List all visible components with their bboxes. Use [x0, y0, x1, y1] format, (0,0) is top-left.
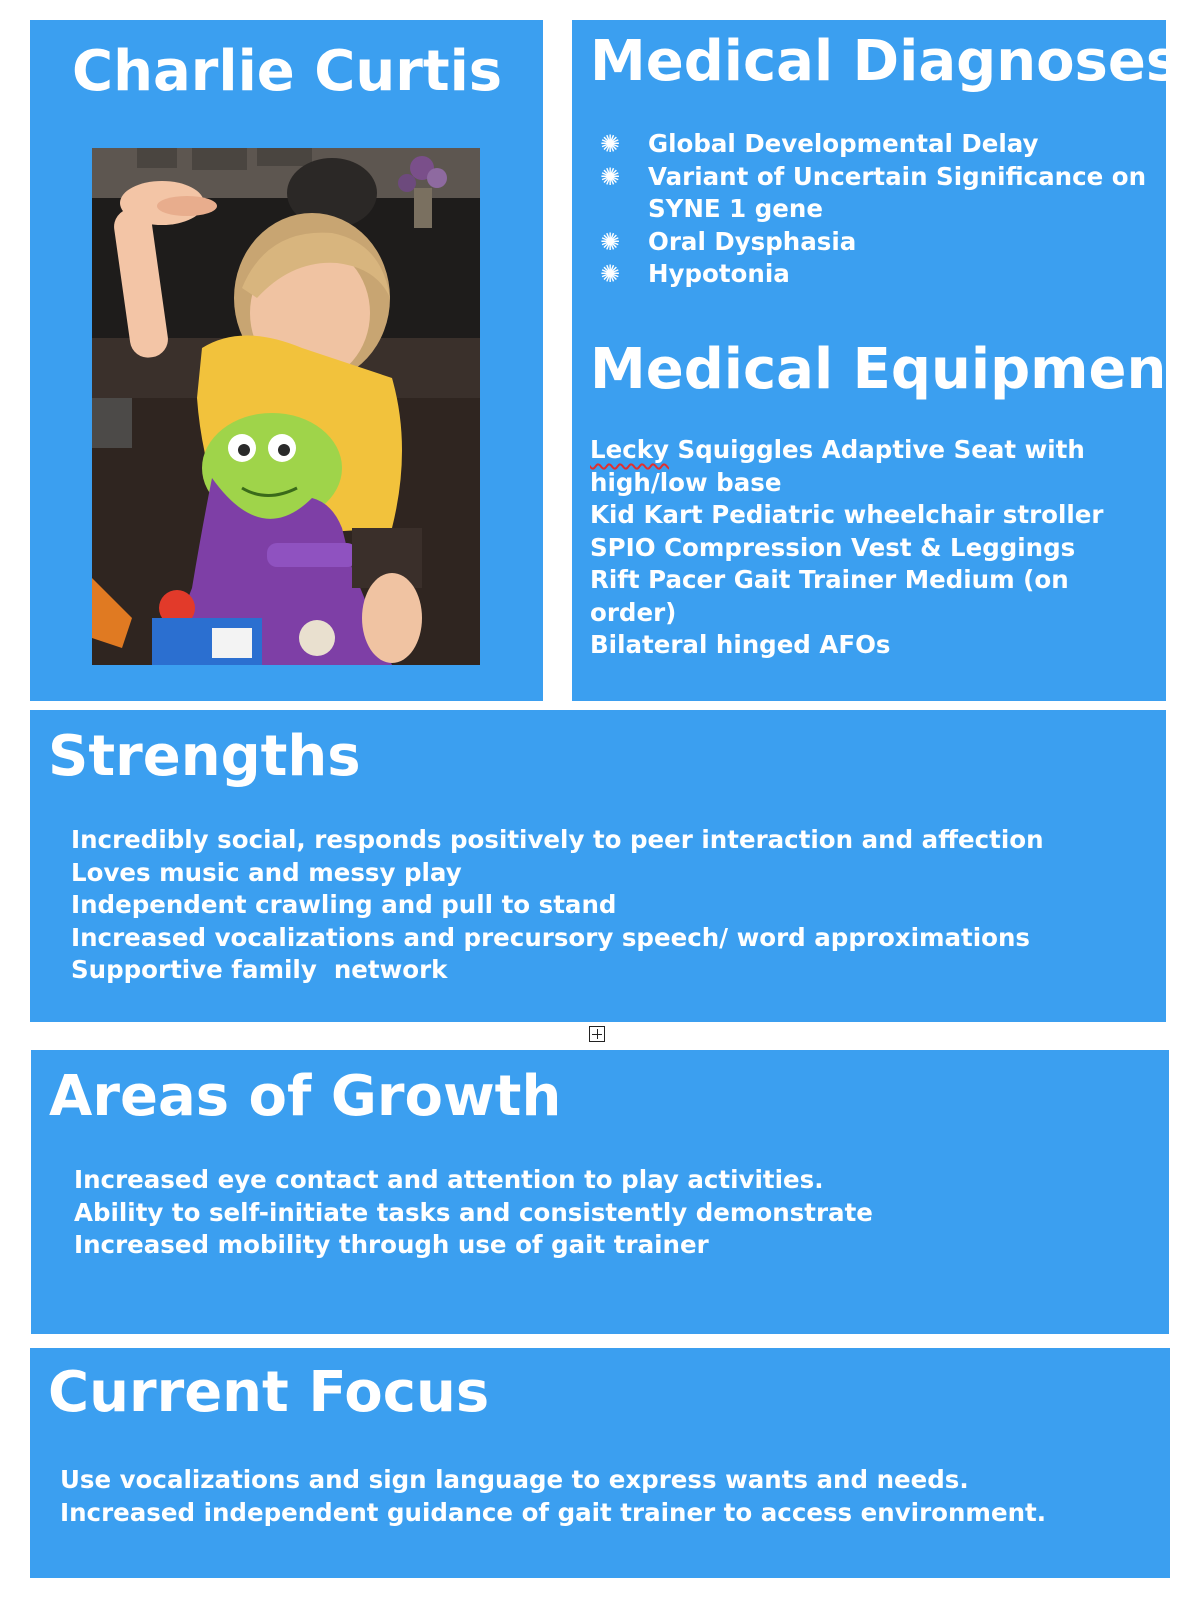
focus-title: Current Focus — [48, 1360, 490, 1425]
equipment-line: Rift Pacer Gait Trainer Medium (on — [590, 565, 1069, 594]
equipment-list — [590, 434, 1104, 662]
spellcheck-word: Lecky — [590, 435, 670, 464]
growth-list — [74, 1164, 873, 1262]
profile-name: Charlie Curtis — [72, 39, 503, 104]
strengths-panel — [30, 710, 1166, 1022]
equipment-line: Bilateral hinged AFOs — [590, 630, 891, 659]
diagnoses-title: Medical Diagnoses — [590, 29, 1180, 94]
profile-photo — [92, 148, 480, 665]
diagnosis-item: ✺ Oral Dysphasia — [600, 226, 1146, 259]
asterisk-bullet-icon: ✺ — [600, 130, 621, 158]
diagnosis-item: ✺ Variant of Uncertain Significance on SYNE 1 gene — [600, 161, 1147, 223]
diagnosis-item: ✺ Global Developmental Delay — [600, 128, 1146, 161]
focus-line: Use vocalizations and sign language to express wants and needs. — [60, 1465, 969, 1494]
asterisk-bullet-icon: ✺ — [600, 162, 621, 191]
focus-panel — [30, 1348, 1170, 1578]
equipment-line: order) — [590, 597, 677, 627]
diagnoses-list — [600, 128, 1146, 291]
growth-title: Areas of Growth — [49, 1064, 562, 1129]
strengths-list — [71, 824, 1044, 987]
strength-line: Incredibly social, responds positively to peer interaction and affection — [71, 825, 1044, 854]
equipment-line: Lecky Squiggles Adaptive Seat with — [590, 435, 1085, 464]
asterisk-bullet-icon: ✺ — [600, 227, 621, 256]
medical-panel — [572, 20, 1193, 701]
strength-line: Loves music and messy play — [71, 857, 462, 887]
focus-line: Increased independent guidance of gait trainer to access environment. — [60, 1497, 1047, 1527]
growth-line: Increased eye contact and attention to play activities. — [74, 1165, 824, 1194]
focus-list — [60, 1464, 1046, 1529]
profile-panel — [30, 20, 543, 701]
strength-line: Increased vocalizations and precursory speech/ word approximations — [71, 922, 1031, 952]
diagnosis-item: ✺ Hypotonia — [600, 258, 1146, 291]
equipment-line: high/low base — [590, 467, 782, 497]
growth-line: Increased mobility through use of gait trainer — [74, 1230, 709, 1259]
equipment-line: SPIO Compression Vest & Leggings — [590, 532, 1076, 562]
strength-line: Independent crawling and pull to stand — [71, 890, 617, 919]
equipment-title: Medical Equipment — [590, 337, 1193, 402]
strength-line: Supportive family network — [71, 955, 448, 984]
asterisk-bullet-icon: ✺ — [600, 260, 621, 288]
growth-panel — [31, 1050, 1169, 1334]
growth-line: Ability to self-initiate tasks and consistently demonstrate — [74, 1197, 873, 1227]
table-move-handle-icon[interactable] — [589, 1026, 605, 1042]
equipment-line: Kid Kart Pediatric wheelchair stroller — [590, 500, 1104, 529]
strengths-title: Strengths — [48, 724, 361, 789]
